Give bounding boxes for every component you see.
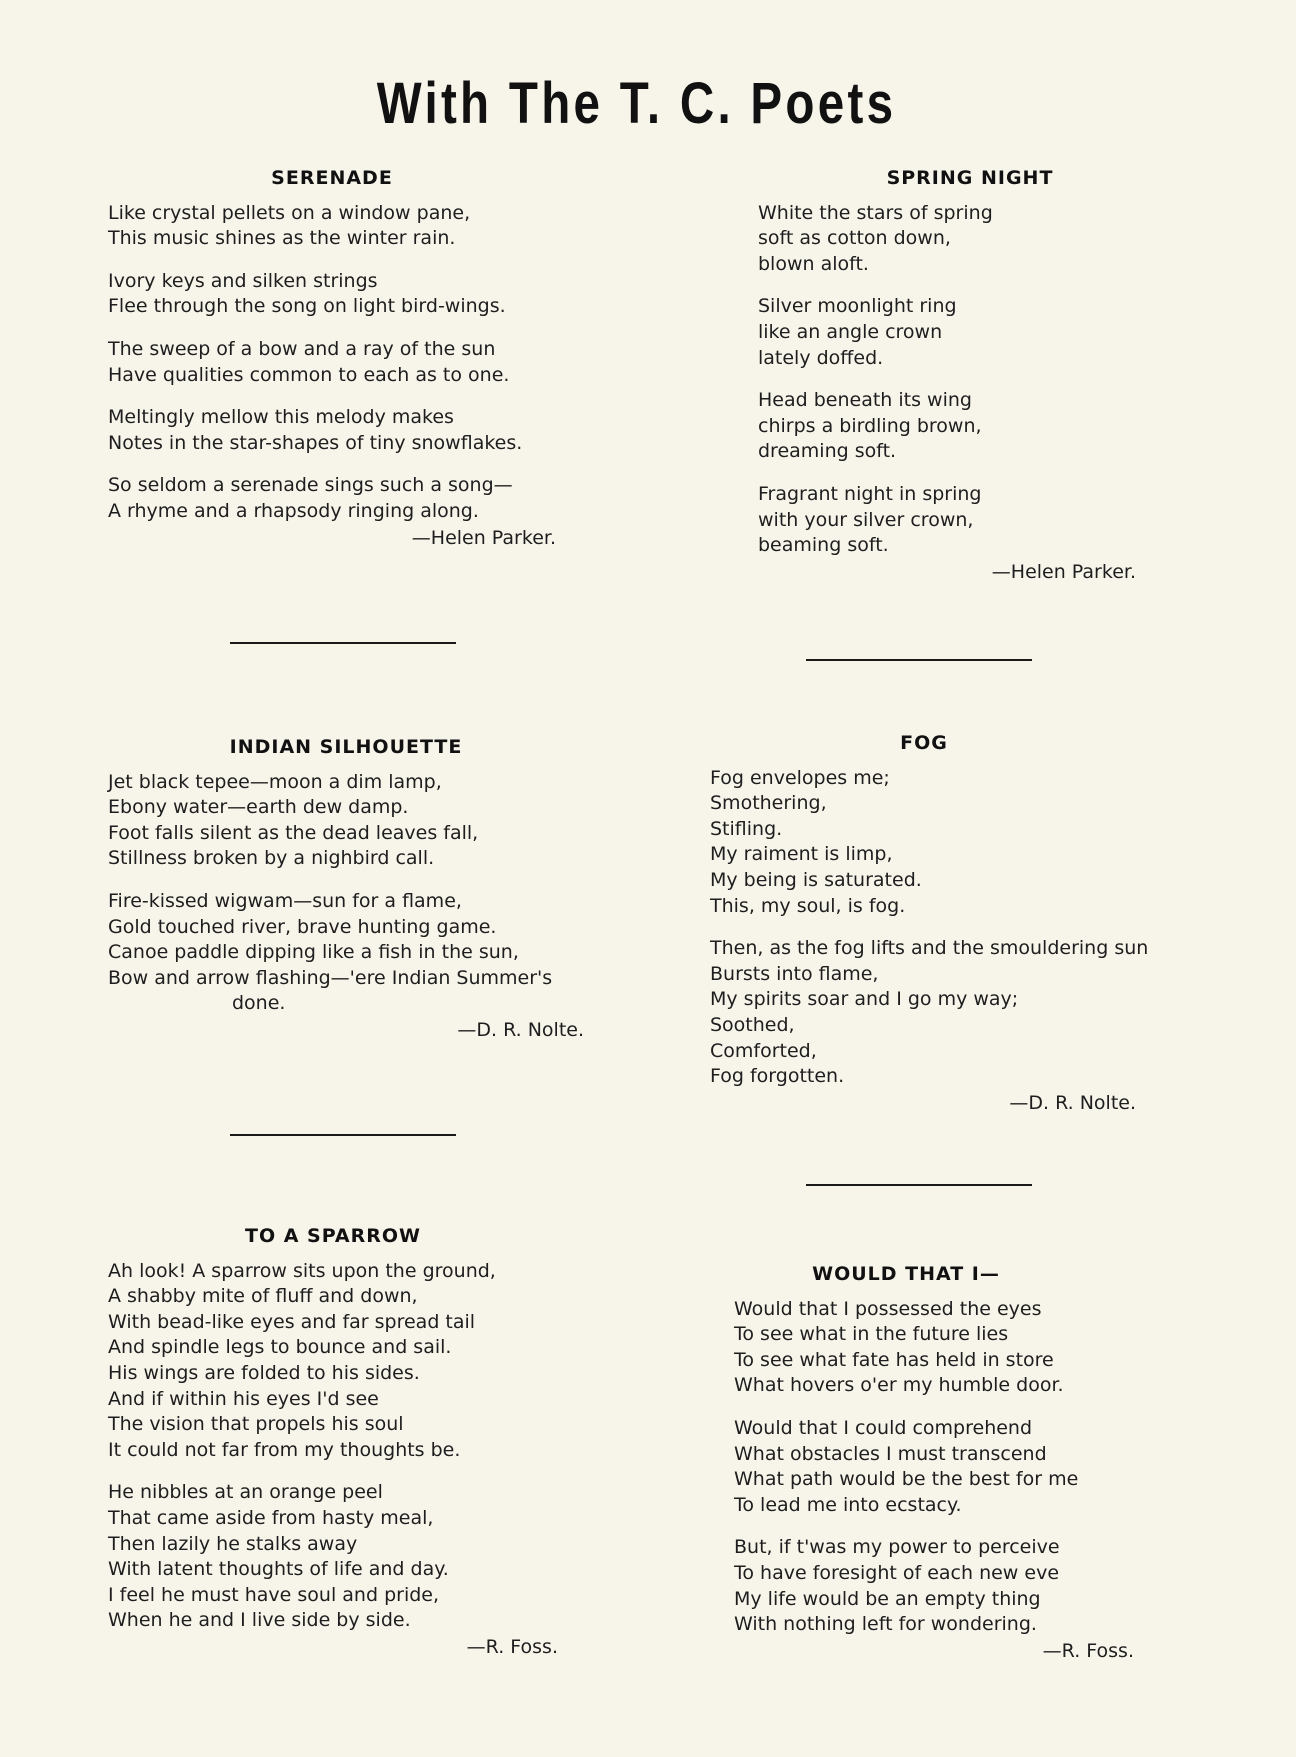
poem-line: To see what fate has held in store (734, 1348, 1054, 1371)
poem-line: Fog envelopes me; (710, 766, 890, 789)
poem-line: Bursts into flame, (710, 962, 879, 985)
poem-would-that-i (734, 1262, 1134, 1664)
poem-line: Would that I possessed the eyes (734, 1297, 1042, 1320)
section-divider (806, 1184, 1032, 1186)
poem-title: TO A SPARROW (245, 1225, 421, 1247)
poem-line: lately doffed. (758, 346, 884, 369)
poem-line: dreaming soft. (758, 440, 897, 463)
poem-line: This, my soul, is fog. (710, 894, 906, 917)
poem-line: Flee through the song on light bird-wings. (108, 295, 506, 318)
poem-line: Bow and arrow flashing—'ere Indian Summer's (108, 966, 553, 989)
stanza (758, 201, 1136, 278)
stanza (710, 936, 1149, 1090)
poem-author: —Helen Parker. (991, 560, 1136, 583)
poem-body (108, 1259, 558, 1634)
poem-line: And spindle legs to bounce and sail. (108, 1336, 452, 1359)
stanza (734, 1297, 1134, 1399)
page-title: With The T. C. Poets (376, 71, 897, 136)
poem-line: Fog forgotten. (710, 1065, 845, 1088)
poem-author: —R. Foss. (466, 1635, 558, 1658)
stanza (710, 766, 1136, 920)
poem-line: What hovers o'er my humble door. (734, 1374, 1064, 1397)
section-divider (230, 1134, 456, 1136)
poem-line: The vision that propels his soul (108, 1413, 404, 1436)
poem-line: Ah look! A sparrow sits upon the ground, (108, 1259, 496, 1282)
poem-line: So seldom a serenade sings such a song— (108, 474, 513, 497)
poem-line: Like crystal pellets on a window pane, (108, 201, 471, 224)
poem-line: And if within his eyes I'd see (108, 1387, 379, 1410)
stanza (734, 1535, 1134, 1637)
poem-line: White the stars of spring (758, 201, 993, 224)
poem-to-a-sparrow (108, 1224, 558, 1661)
poem-line: like an angle crown (758, 320, 943, 343)
poem-title: SERENADE (271, 167, 393, 189)
poem-line: When he and I live side by side. (108, 1609, 411, 1632)
stanza (108, 770, 584, 872)
section-divider (230, 642, 456, 644)
stanza (758, 388, 1136, 465)
poem-line: My raiment is limp, (710, 843, 893, 866)
poem-line: A rhyme and a rhapsody ringing along. (108, 499, 479, 522)
stanza (108, 1259, 558, 1464)
stanza (734, 1416, 1134, 1518)
poem-line: That came aside from hasty meal, (108, 1506, 434, 1529)
section-divider (806, 659, 1032, 661)
poem-title: WOULD THAT I— (812, 1263, 1000, 1285)
poem-line: Smothering, (710, 792, 827, 815)
poem-line: Silver moonlight ring (758, 295, 957, 318)
poem-line: Foot falls silent as the dead leaves fall, (108, 821, 479, 844)
poem-line: done. (232, 992, 286, 1015)
poem-line: His wings are folded to his sides. (108, 1361, 420, 1384)
poem-title: INDIAN SILHOUETTE (229, 736, 463, 758)
stanza (108, 473, 556, 524)
poem-line: Notes in the star-shapes of tiny snowflakes. (108, 431, 523, 454)
stanza (758, 294, 1136, 371)
poem-line: It could not far from my thoughts be. (108, 1438, 461, 1461)
poem-line: Ivory keys and silken strings (108, 269, 378, 292)
poem-author: —R. Foss. (1042, 1639, 1134, 1662)
poem-line: My life would be an empty thing (734, 1587, 1041, 1610)
poem-line: My being is saturated. (710, 868, 922, 891)
stanza (108, 889, 584, 1017)
poem-line: With nothing left for wondering. (734, 1613, 1037, 1636)
poem-body (710, 766, 1149, 1090)
poem-fog (710, 731, 1149, 1116)
stanza (108, 337, 556, 388)
poem-line: My spirits soar and I go my way; (710, 988, 1019, 1011)
poem-line: Then, as the fog lifts and the smouldering sun (710, 937, 1149, 960)
poem-title: FOG (900, 732, 948, 754)
poem-line: Would that I could comprehend (734, 1416, 1033, 1439)
poem-line: I feel he must have soul and pride, (108, 1583, 440, 1606)
poem-line: blown aloft. (758, 252, 869, 275)
poem-line: To lead me into ecstacy. (734, 1493, 962, 1516)
poem-line: Fire-kissed wigwam—sun for a flame, (108, 889, 462, 912)
poem-line: Gold touched river, brave hunting game. (108, 915, 497, 938)
poem-line: with your silver crown, (758, 508, 974, 531)
poem-line: With latent thoughts of life and day. (108, 1558, 449, 1581)
poem-line: To have foresight of each new eve (734, 1561, 1060, 1584)
poem-line: Fragrant night in spring (758, 482, 982, 505)
poem-line: Soothed, (710, 1013, 795, 1036)
poem-line: Head beneath its wing (758, 389, 972, 412)
poem-line: Jet black tepee—moon a dim lamp, (108, 770, 442, 793)
poem-line: A shabby mite of fluff and down, (108, 1285, 418, 1308)
poem-title: SPRING NIGHT (886, 167, 1054, 189)
poem-indian-silhouette (108, 735, 584, 1044)
stanza (108, 405, 556, 456)
poem-line: This music shines as the winter rain. (108, 227, 456, 250)
poem-line: Then lazily he stalks away (108, 1532, 358, 1555)
poem-body (108, 201, 556, 525)
poem-line: Comforted, (710, 1039, 817, 1062)
stanza (758, 482, 1136, 559)
poem-line: Meltingly mellow this melody makes (108, 406, 454, 429)
poem-line: Stillness broken by a nighbird call. (108, 847, 435, 870)
poem-line: soft as cotton down, (758, 227, 951, 250)
poem-body (734, 1297, 1134, 1638)
poem-body (758, 201, 1136, 559)
poem-body (108, 770, 584, 1017)
poem-line: beaming soft. (758, 534, 889, 557)
poem-author: —D. R. Nolte. (457, 1018, 584, 1041)
poem-line: Stifling. (710, 817, 783, 840)
poem-line: Have qualities common to each as to one. (108, 363, 510, 386)
poem-line: He nibbles at an orange peel (108, 1481, 383, 1504)
poem-spring-night (758, 166, 1136, 585)
poem-line: But, if t'was my power to perceive (734, 1536, 1060, 1559)
poem-author: —D. R. Nolte. (1009, 1091, 1136, 1114)
poem-line: Canoe paddle dipping like a fish in the sun, (108, 941, 519, 964)
stanza (108, 201, 556, 252)
poem-line: Ebony water—earth dew damp. (108, 796, 409, 819)
poem-line: chirps a birdling brown, (758, 414, 982, 437)
poem-line: The sweep of a bow and a ray of the sun (108, 337, 496, 360)
stanza (108, 269, 556, 320)
stanza (108, 1480, 558, 1634)
poem-author: —Helen Parker. (411, 526, 556, 549)
poem-serenade (108, 166, 556, 551)
poem-line: To see what in the future lies (734, 1323, 1009, 1346)
poem-line: What path would be the best for me (734, 1468, 1079, 1491)
poem-line: With bead-like eyes and far spread tail (108, 1310, 476, 1333)
poem-line: What obstacles I must transcend (734, 1442, 1047, 1465)
